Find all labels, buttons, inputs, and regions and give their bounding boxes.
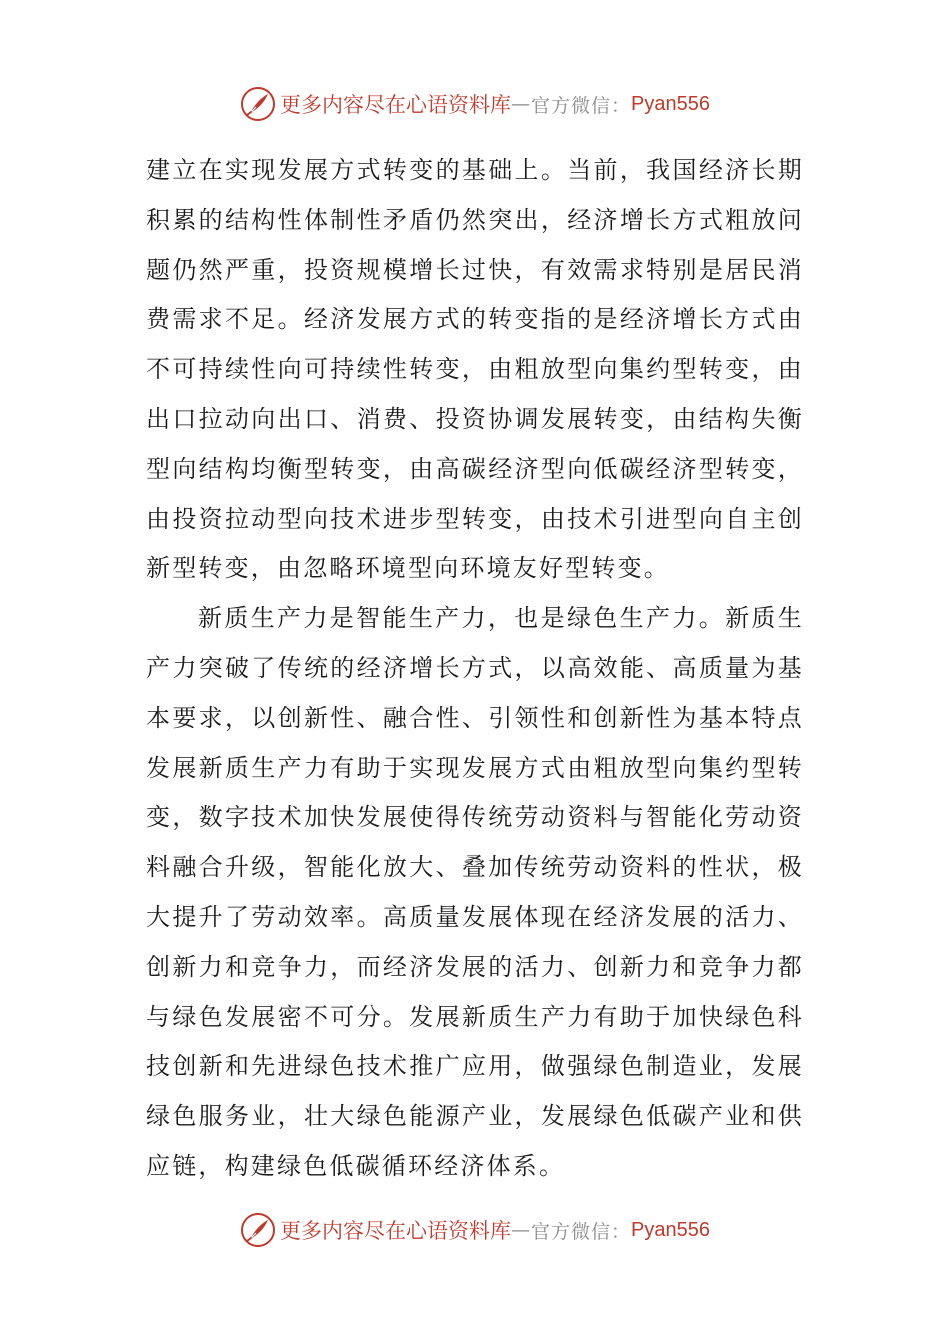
banner-wechat-id: Pyan556 (631, 92, 710, 115)
banner-wechat-id: Pyan556 (631, 1218, 710, 1241)
banner-wechat-label: 官方微信： (531, 1220, 632, 1243)
document-body (146, 146, 804, 1192)
banner-content (240, 1212, 710, 1248)
banner-dash: — (511, 1219, 531, 1241)
banner-content (240, 86, 710, 122)
quill-pen-icon (240, 1212, 276, 1248)
header-banner (0, 84, 950, 124)
banner-dash: — (511, 93, 531, 115)
paragraph-continued: 建立在实现发展方式转变的基础上。当前，我国经济长期积累的结构性体制性矛盾仍然突出，经济增长方式粗放问题仍然严重，投资规模增长过快，有效需求特别是居民消费需求不足。经济发展方式的转变指的是经济增长方式由不可持续性向可持续性转变，由粗放型向集约型转变，由出口拉动向出口、消费、投资协调发展转变，由结构失衡型向结构均衡型转变，由高碳经济型向低碳经济型转变，由投资拉动型向技术进步型转变，由技术引进型向自主创新型转变，由忽略环境型向环境友好型转变。 (146, 156, 804, 583)
footer-banner (0, 1210, 950, 1250)
banner-site-name: 更多内容尽在心语资料库 (280, 1219, 511, 1243)
banner-site-name: 更多内容尽在心语资料库 (280, 93, 511, 117)
quill-pen-icon (240, 86, 276, 122)
banner-wechat-label: 官方微信： (531, 94, 632, 117)
paragraph-new-quality-productivity: 新质生产力是智能生产力，也是绿色生产力。新质生产力突破了传统的经济增长方式，以高效能、高质量为基本要求，以创新性、融合性、引领性和创新性为基本特点发展新质生产力有助于实现发展方式由粗放型向集约型转变，数字技术加快发展使得传统劳动资料与智能化劳动资料融合升级，智能化放大、叠加传统劳动资料的性状，极大提升了劳动效率。高质量发展体现在经济发展的活力、创新力和竞争力，而经济发展的活力、创新力和竞争力都与绿色发展密不可分。发展新质生产力有助于加快绿色科技创新和先进绿色技术推广应用，做强绿色制造业，发展绿色服务业，壮大绿色能源产业，发展绿色低碳产业和供应链，构建绿色低碳循环经济体系。 (146, 604, 804, 1180)
